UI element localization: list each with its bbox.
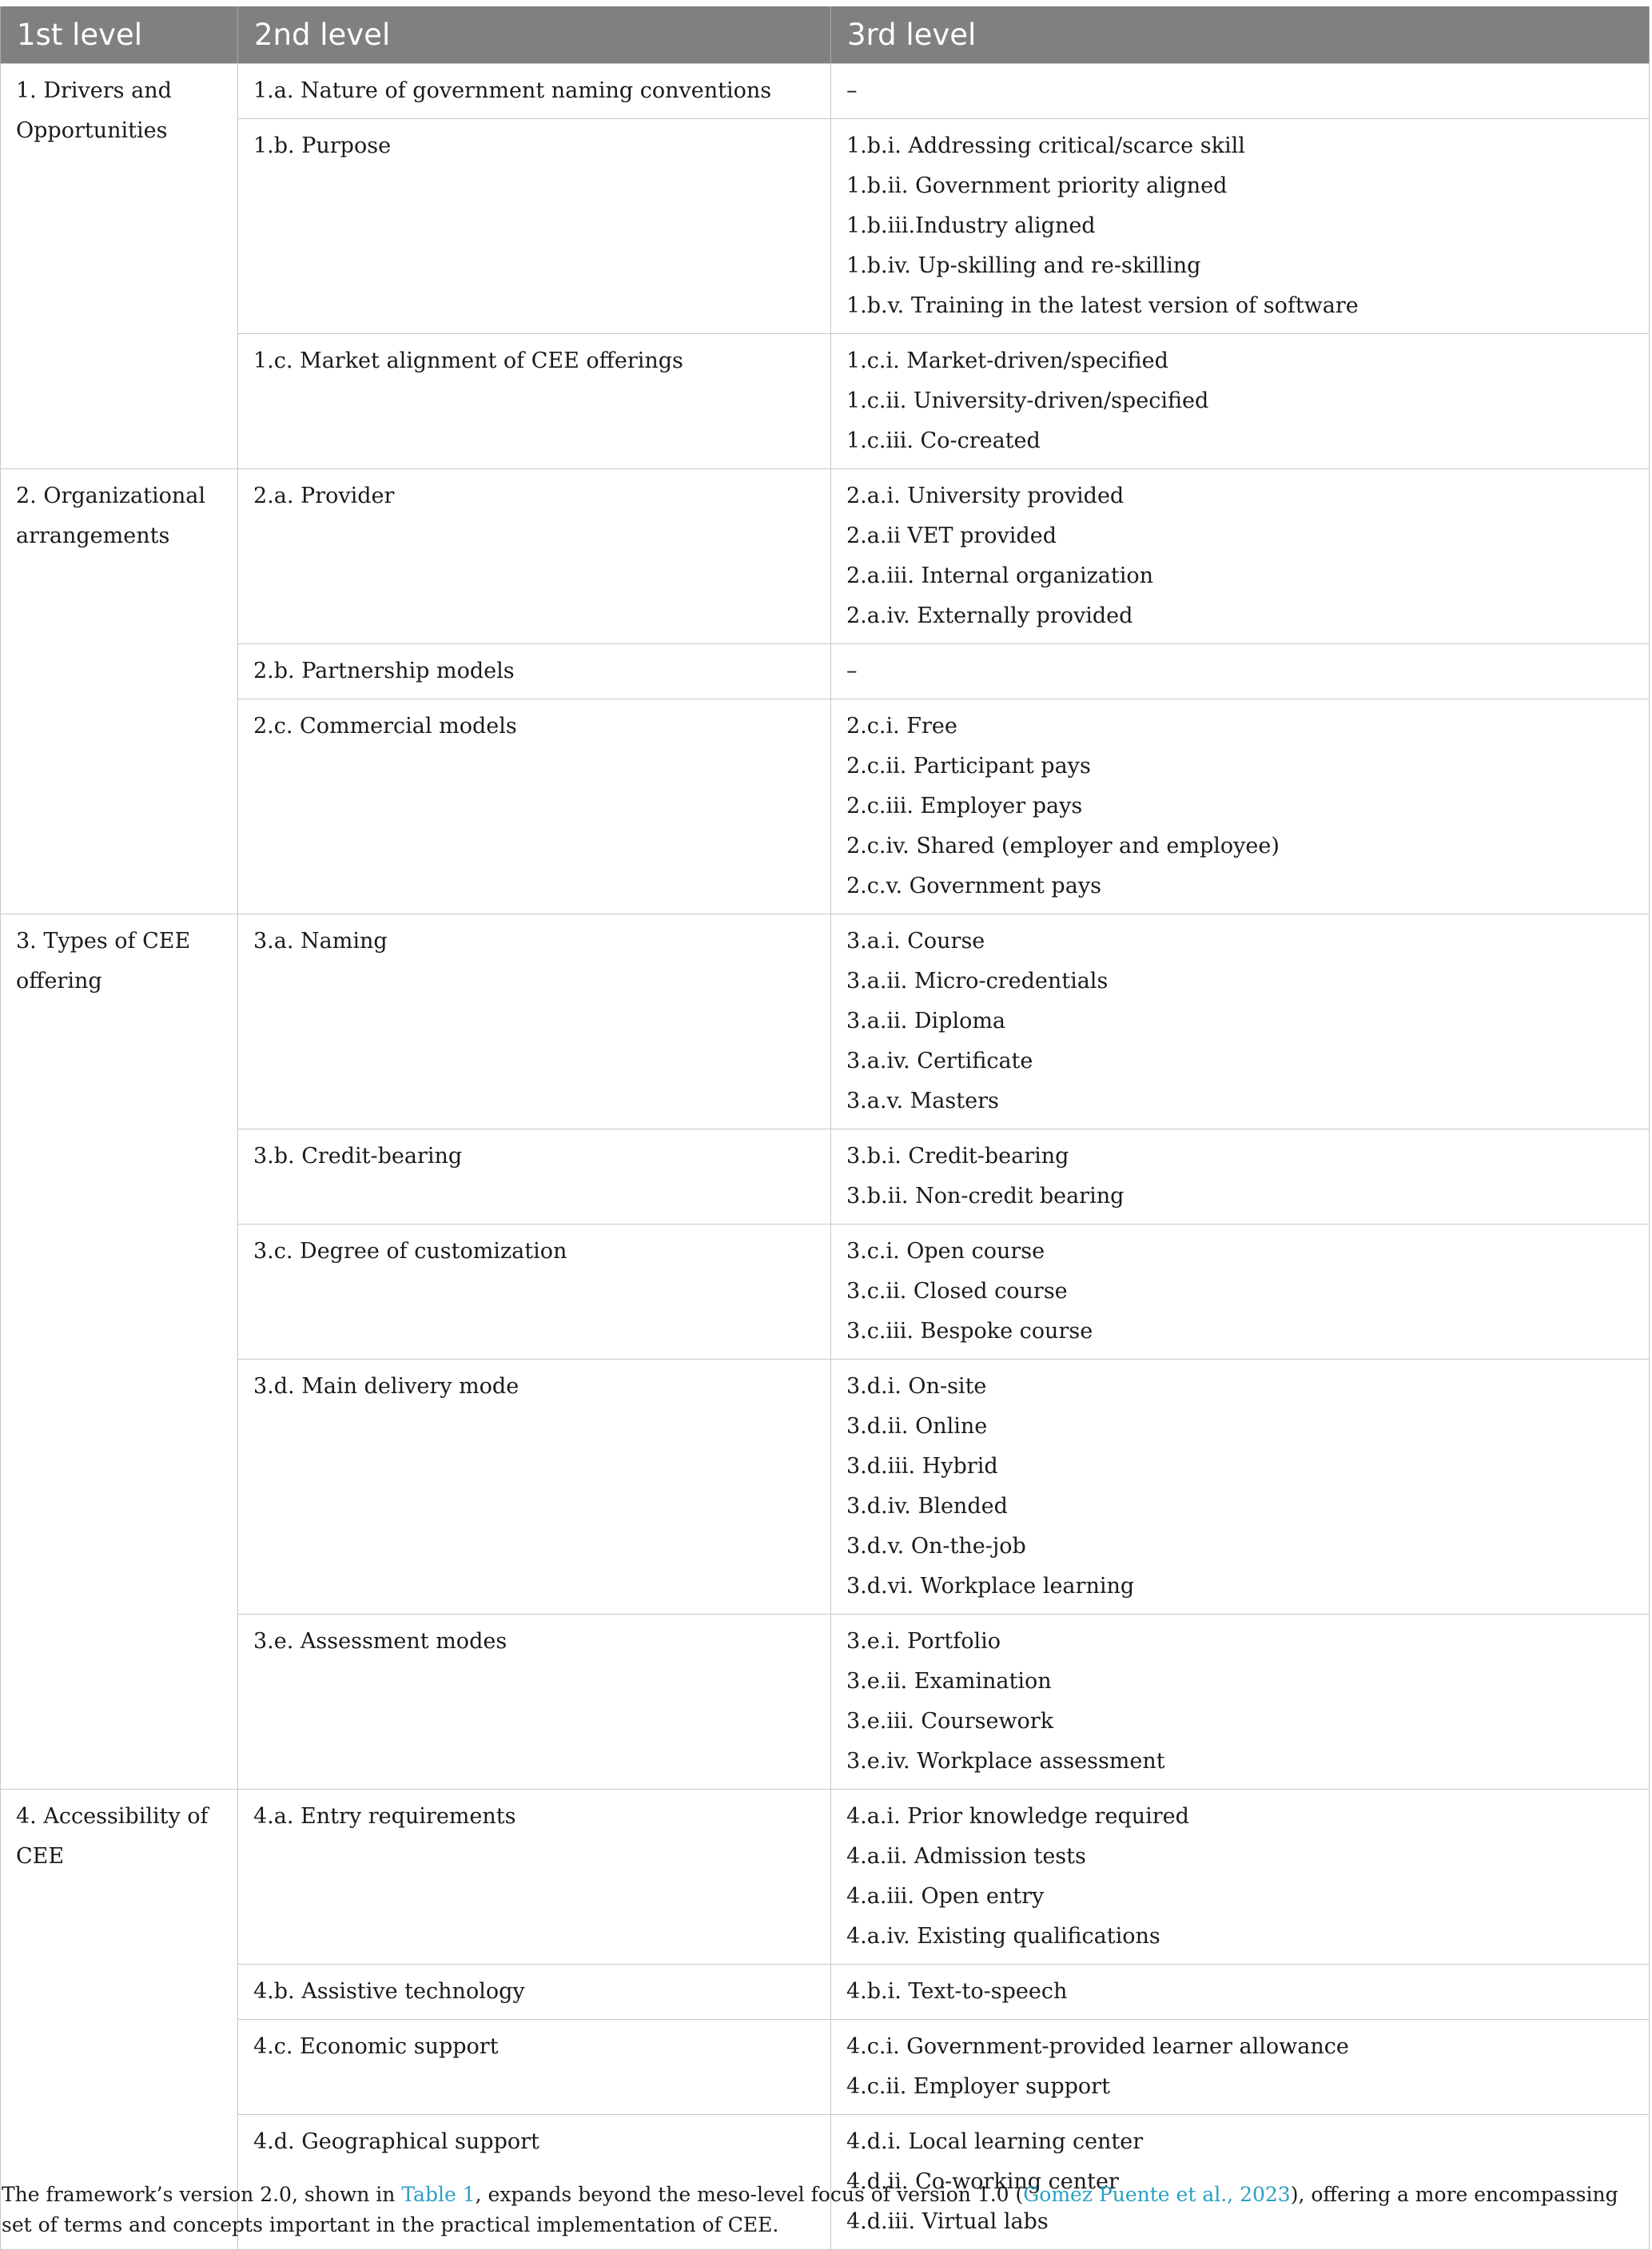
second-level-cell: 1.b. Purpose bbox=[238, 118, 831, 333]
second-level-cell: 4.c. Economic support bbox=[238, 2019, 831, 2114]
third-level-item: 1.b.iv. Up-skilling and re-skilling bbox=[846, 253, 1201, 278]
third-level-item: 2.c.iii. Employer pays bbox=[846, 793, 1083, 818]
third-level-item: 3.e.iii. Coursework bbox=[846, 1708, 1054, 1734]
third-level-item: 1.b.iii.Industry aligned bbox=[846, 213, 1096, 238]
third-level-cell bbox=[831, 1129, 1650, 1224]
header-2nd-level: 2nd level bbox=[238, 6, 831, 63]
third-level-item: 1.b.i. Addressing critical/scarce skill bbox=[846, 133, 1245, 158]
third-level-item: 2.c.i. Free bbox=[846, 713, 957, 739]
caption-text-3: ), offering a more encompassing set of terms and concepts important in the practical implementation of CEE. bbox=[2, 2183, 1618, 2236]
third-level-item: – bbox=[846, 658, 858, 683]
third-level-item: 2.a.iv. Externally provided bbox=[846, 603, 1133, 628]
third-level-cell bbox=[831, 1964, 1650, 2019]
header-1st-level: 1st level bbox=[1, 6, 238, 63]
third-level-cell bbox=[831, 1224, 1650, 1359]
third-level-item: 2.c.iv. Shared (employer and employee) bbox=[846, 833, 1280, 858]
second-level-cell: 1.c. Market alignment of CEE offerings bbox=[238, 333, 831, 468]
first-level-cell: 4. Accessibility of CEE bbox=[1, 1789, 238, 2249]
second-level-cell: 2.b. Partnership models bbox=[238, 643, 831, 699]
third-level-cell bbox=[831, 1614, 1650, 1789]
header-row bbox=[1, 6, 1650, 63]
third-level-item: 3.a.i. Course bbox=[846, 928, 985, 954]
third-level-cell bbox=[831, 2019, 1650, 2114]
second-level-cell: 4.b. Assistive technology bbox=[238, 1964, 831, 2019]
second-level-cell: 2.a. Provider bbox=[238, 468, 831, 643]
third-level-item: 2.a.ii VET provided bbox=[846, 523, 1057, 548]
third-level-item: 3.b.ii. Non-credit bearing bbox=[846, 1183, 1125, 1209]
table-row bbox=[1, 1129, 1650, 1224]
third-level-item: 4.c.i. Government-provided learner allowance bbox=[846, 2033, 1349, 2059]
third-level-item: 4.d.ii. Co-working center bbox=[846, 2168, 1119, 2194]
third-level-cell bbox=[831, 914, 1650, 1129]
table-row bbox=[1, 1224, 1650, 1359]
framework-table bbox=[0, 6, 1650, 2250]
third-level-cell bbox=[831, 333, 1650, 468]
third-level-item: 3.e.i. Portfolio bbox=[846, 1628, 1001, 1654]
table-row bbox=[1, 63, 1650, 118]
third-level-item: 1.c.i. Market-driven/specified bbox=[846, 348, 1168, 373]
table-row bbox=[1, 699, 1650, 914]
second-level-cell: 3.d. Main delivery mode bbox=[238, 1359, 831, 1614]
third-level-cell bbox=[831, 63, 1650, 118]
second-level-cell: 4.a. Entry requirements bbox=[238, 1789, 831, 1964]
third-level-item: 4.d.i. Local learning center bbox=[846, 2129, 1144, 2154]
table-caption bbox=[2, 2180, 1640, 2240]
table-row bbox=[1, 118, 1650, 333]
third-level-cell bbox=[831, 643, 1650, 699]
table-row bbox=[1, 1964, 1650, 2019]
second-level-cell: 3.c. Degree of customization bbox=[238, 1224, 831, 1359]
table-row bbox=[1, 1359, 1650, 1614]
second-level-cell: 1.a. Nature of government naming conventions bbox=[238, 63, 831, 118]
caption-text-1: The framework’s version 2.0, shown in bbox=[2, 2183, 402, 2206]
third-level-item: 4.a.i. Prior knowledge required bbox=[846, 1803, 1189, 1829]
second-level-cell: 3.a. Naming bbox=[238, 914, 831, 1129]
table-body bbox=[1, 63, 1650, 2249]
header-3rd-level: 3rd level bbox=[831, 6, 1650, 63]
first-level-cell: 2. Organizational arrangements bbox=[1, 468, 238, 914]
third-level-cell bbox=[831, 699, 1650, 914]
table-row bbox=[1, 1614, 1650, 1789]
third-level-item: 3.a.iv. Certificate bbox=[846, 1048, 1033, 1073]
third-level-item: 1.b.ii. Government priority aligned bbox=[846, 173, 1228, 198]
third-level-item: 4.b.i. Text-to-speech bbox=[846, 1978, 1068, 2004]
third-level-item: 4.c.ii. Employer support bbox=[846, 2073, 1110, 2099]
third-level-item: 3.a.v. Masters bbox=[846, 1088, 999, 1113]
table-row bbox=[1, 333, 1650, 468]
third-level-item: 3.d.iii. Hybrid bbox=[846, 1453, 998, 1479]
third-level-item: 3.b.i. Credit-bearing bbox=[846, 1143, 1069, 1169]
table-1-link[interactable]: Table 1 bbox=[401, 2183, 476, 2206]
third-level-item: 3.d.vi. Workplace learning bbox=[846, 1573, 1135, 1599]
third-level-item: 2.a.iii. Internal organization bbox=[846, 563, 1154, 588]
second-level-cell: 3.e. Assessment modes bbox=[238, 1614, 831, 1789]
third-level-item: 3.a.ii. Micro-credentials bbox=[846, 968, 1109, 994]
third-level-item: 3.d.i. On-site bbox=[846, 1373, 987, 1399]
third-level-item: 4.a.ii. Admission tests bbox=[846, 1843, 1086, 1869]
third-level-item: 3.c.i. Open course bbox=[846, 1238, 1045, 1264]
third-level-item: 1.c.ii. University-driven/specified bbox=[846, 388, 1209, 413]
third-level-item: 2.a.i. University provided bbox=[846, 483, 1125, 508]
citation-link[interactable]: Gomez Puente et al., 2023 bbox=[1023, 2183, 1291, 2206]
first-level-cell: 3. Types of CEE offering bbox=[1, 914, 238, 1789]
table-row bbox=[1, 2019, 1650, 2114]
third-level-cell bbox=[831, 468, 1650, 643]
third-level-item: 2.c.v. Government pays bbox=[846, 873, 1101, 898]
table-row bbox=[1, 1789, 1650, 1964]
caption-text-2: , expands beyond the meso-level focus of version 1.0 ( bbox=[475, 2183, 1024, 2206]
table-row bbox=[1, 914, 1650, 1129]
third-level-cell bbox=[831, 1359, 1650, 1614]
second-level-cell: 3.b. Credit-bearing bbox=[238, 1129, 831, 1224]
third-level-item: 1.b.v. Training in the latest version of software bbox=[846, 293, 1359, 318]
table-row bbox=[1, 643, 1650, 699]
third-level-item: 3.e.iv. Workplace assessment bbox=[846, 1748, 1165, 1774]
third-level-item: – bbox=[846, 78, 858, 103]
third-level-item: 3.c.ii. Closed course bbox=[846, 1278, 1068, 1304]
table-header bbox=[1, 6, 1650, 63]
third-level-item: 3.d.iv. Blended bbox=[846, 1493, 1008, 1519]
third-level-item: 3.d.ii. Online bbox=[846, 1413, 988, 1439]
third-level-item: 3.c.iii. Bespoke course bbox=[846, 1318, 1093, 1344]
third-level-item: 2.c.ii. Participant pays bbox=[846, 753, 1091, 779]
third-level-item: 3.e.ii. Examination bbox=[846, 1668, 1052, 1694]
second-level-cell: 4.d. Geographical support bbox=[238, 2114, 831, 2249]
third-level-item: 4.d.iii. Virtual labs bbox=[846, 2208, 1049, 2234]
third-level-item: 3.a.ii. Diploma bbox=[846, 1008, 1006, 1033]
third-level-item: 3.d.v. On-the-job bbox=[846, 1533, 1026, 1559]
second-level-cell: 2.c. Commercial models bbox=[238, 699, 831, 914]
third-level-item: 4.a.iii. Open entry bbox=[846, 1883, 1045, 1909]
third-level-item: 4.a.iv. Existing qualifications bbox=[846, 1923, 1160, 1949]
table-row bbox=[1, 468, 1650, 643]
third-level-cell bbox=[831, 1789, 1650, 1964]
third-level-item: 1.c.iii. Co-created bbox=[846, 428, 1041, 453]
third-level-cell bbox=[831, 118, 1650, 333]
first-level-cell: 1. Drivers and Opportunities bbox=[1, 63, 238, 468]
